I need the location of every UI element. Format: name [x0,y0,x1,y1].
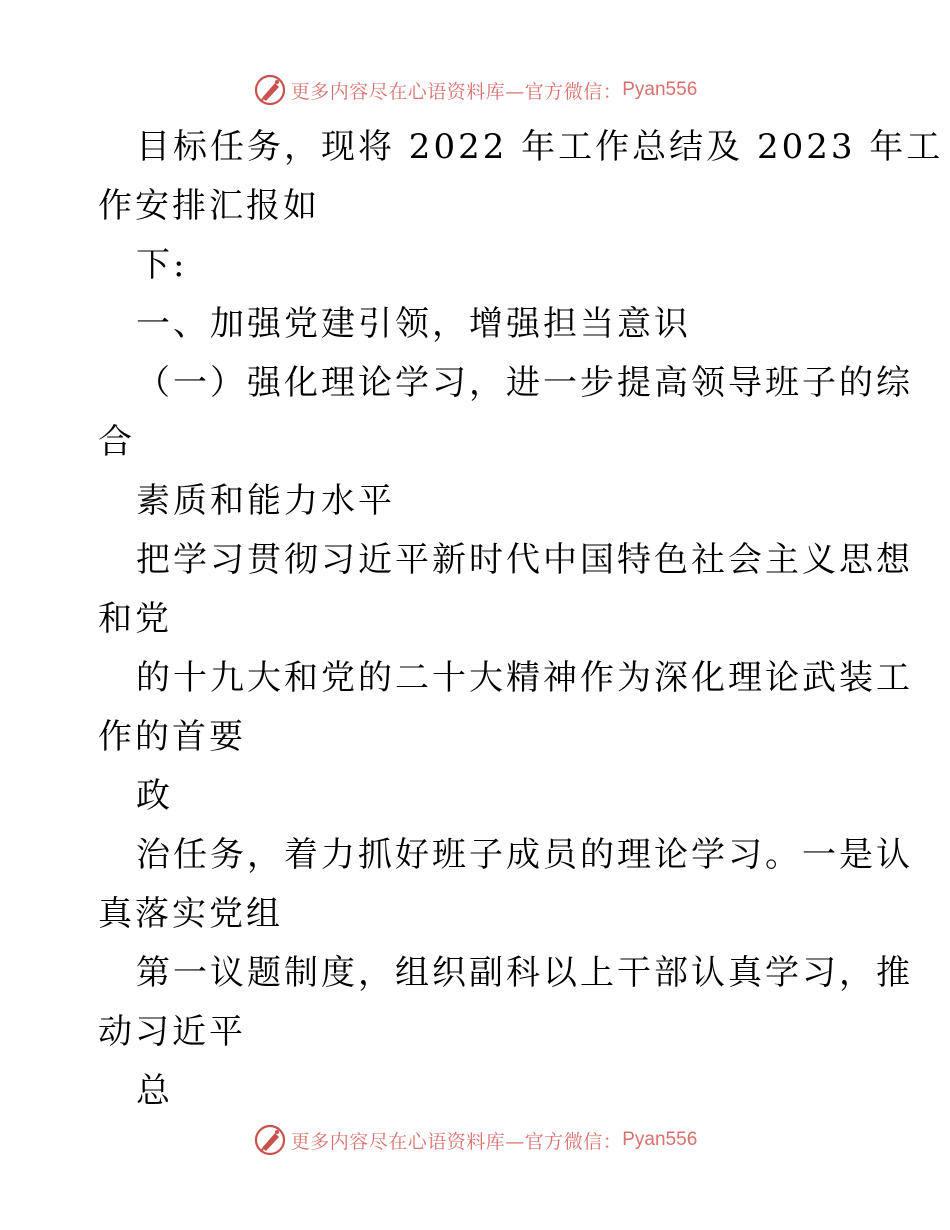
watermark-banner-top [0,70,950,110]
document-line: 目标任务，现将 2022 年工作总结及 2023 年工 [136,127,944,167]
document-line: 第一议题制度，组织副科以上干部认真学习，推 [136,953,913,993]
watermark-banner-bottom [0,1120,950,1160]
document-line: 真落实党组 [98,894,283,934]
pen-logo-icon [253,73,287,107]
document-line: 一、加强党建引领，增强担当意识 [136,304,691,344]
document-line: 作的首要 [98,717,246,757]
document-line: 素质和能力水平 [136,481,395,521]
document-line: 把学习贯彻习近平新时代中国特色社会主义思想 [136,540,913,580]
document-line: 总 [136,1071,173,1111]
pen-logo-icon [253,1123,287,1157]
watermark-text: 更多内容尽在心语资料库—官方微信： [290,80,623,103]
document-body [98,118,944,1121]
document-line: （一）强化理论学习，进一步提高领导班子的综 [136,363,913,403]
document-line: 作安排汇报如 [98,186,320,226]
watermark-id: Pyan556 [622,79,698,100]
document-line: 合 [98,422,135,462]
document-line: 下: [136,245,188,285]
document-line: 治任务，着力抓好班子成员的理论学习。一是认 [136,835,913,875]
document-line: 的十九大和党的二十大精神作为深化理论武装工 [136,658,913,698]
watermark-id: Pyan556 [622,1129,698,1150]
document-line: 政 [136,776,173,816]
document-line: 动习近平 [98,1012,246,1052]
document-line: 和党 [98,599,172,639]
watermark-text: 更多内容尽在心语资料库—官方微信： [290,1130,623,1153]
